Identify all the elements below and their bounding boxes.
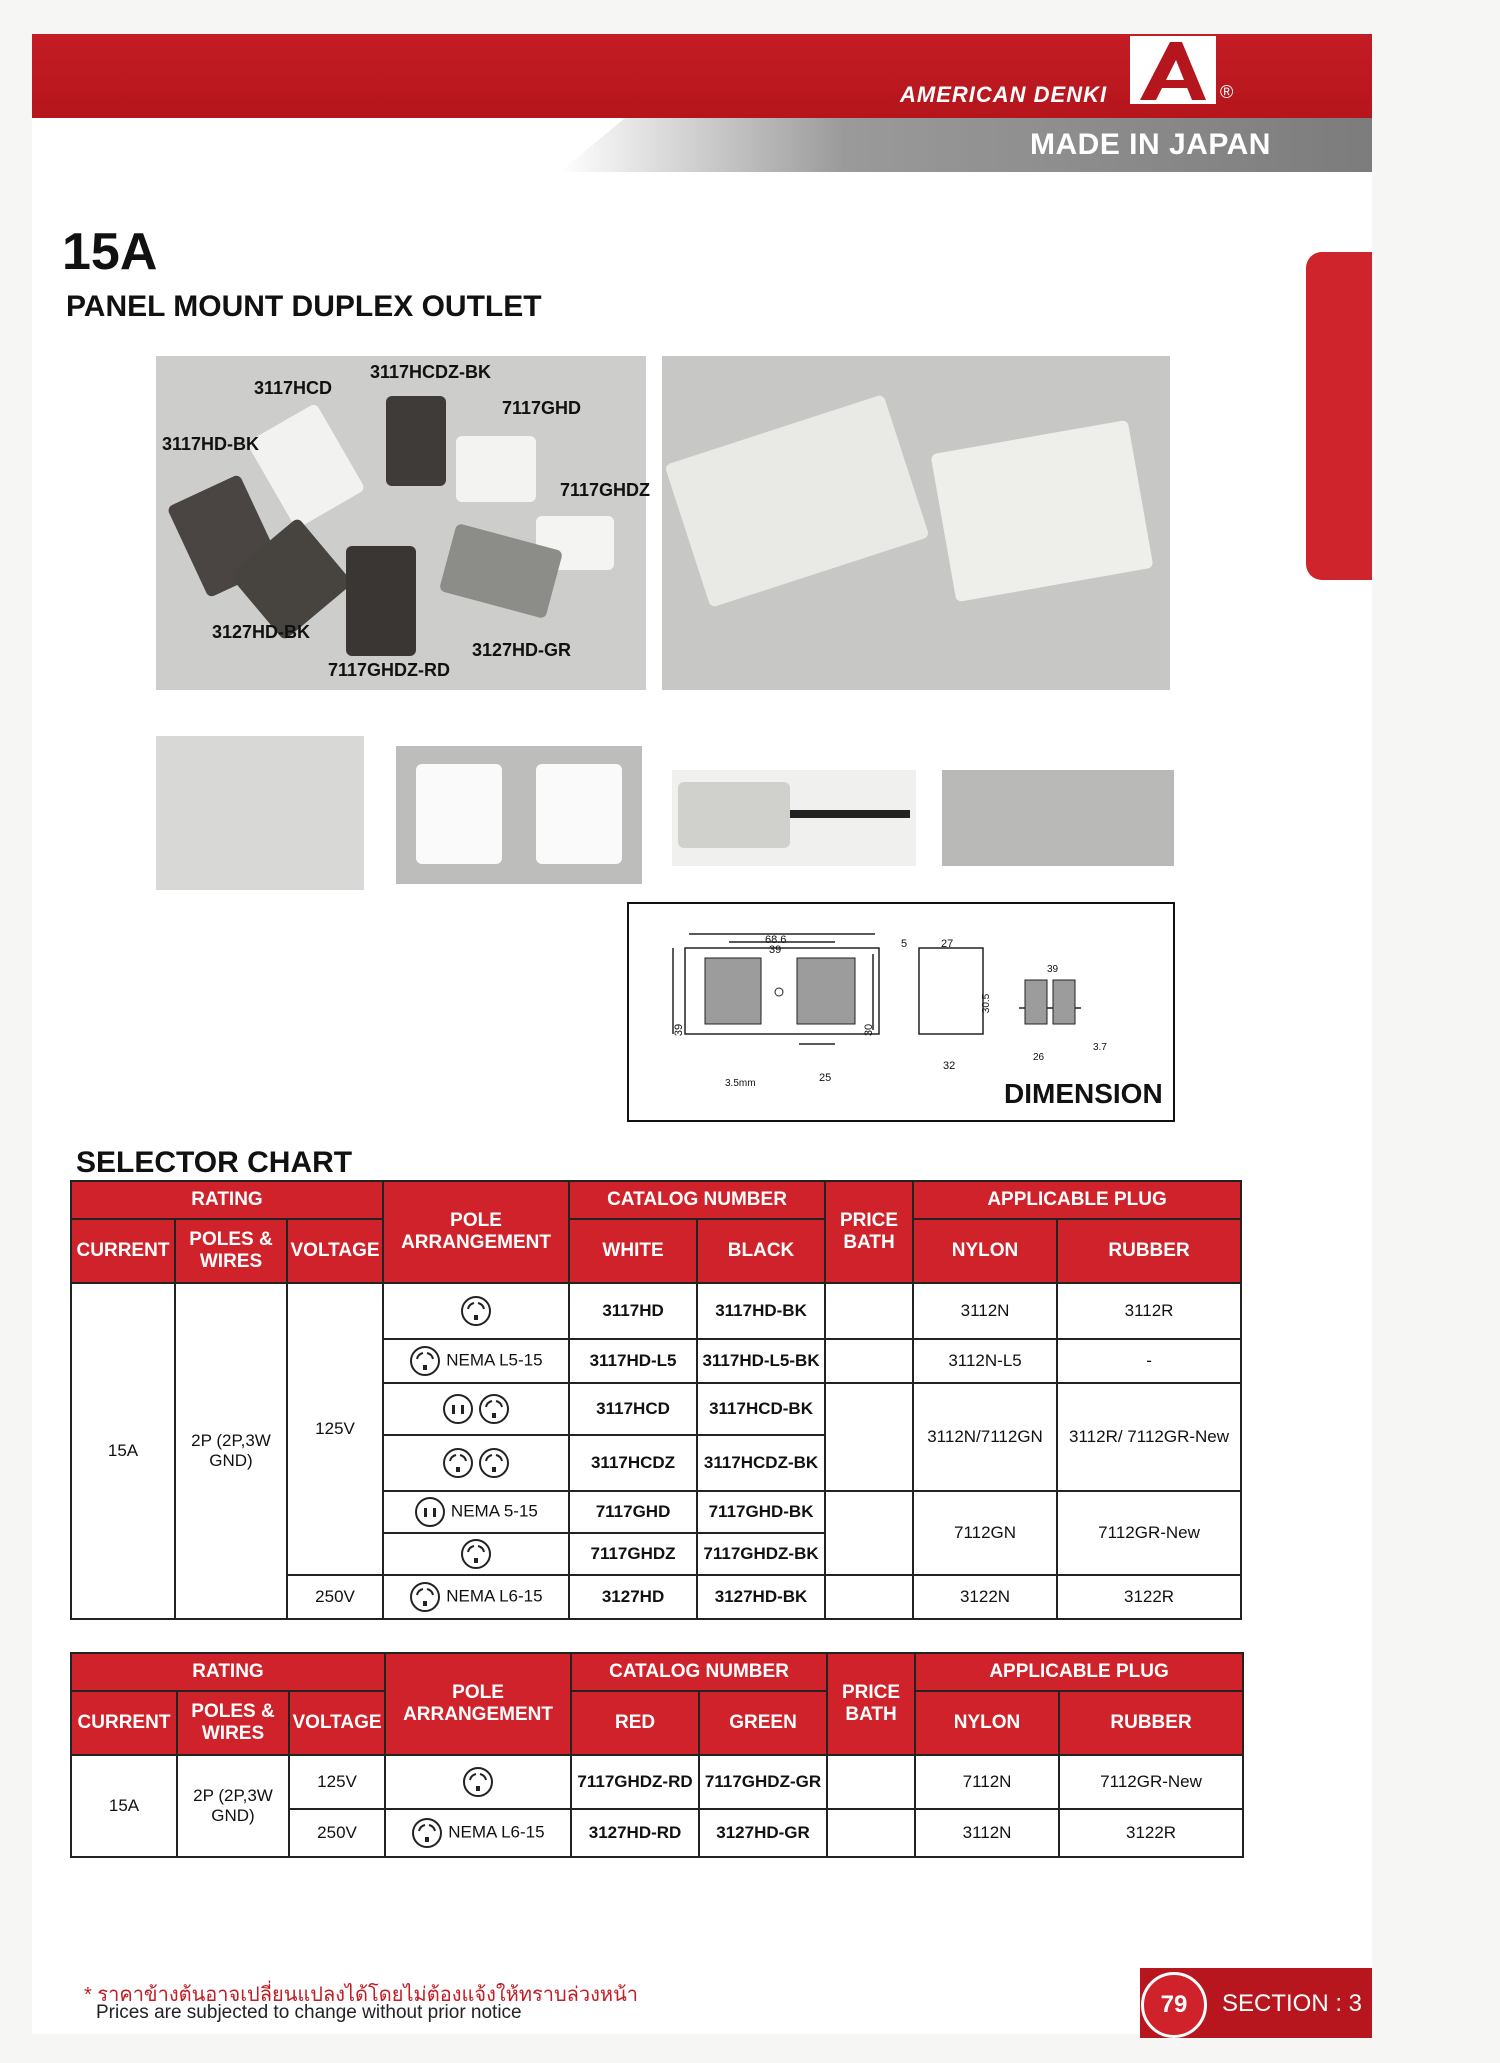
white-cell: 3117HCD (569, 1383, 697, 1435)
black-cell: 7117GHD-BK (697, 1491, 825, 1533)
header-rubber: RUBBER (1059, 1691, 1243, 1755)
face-left-socket (416, 764, 502, 864)
parallel-receptacle-icon (442, 1393, 474, 1425)
locking-receptacle-icon (460, 1295, 492, 1327)
photo-label-3117hcd: 3117HCD (254, 378, 333, 398)
price-cell (827, 1809, 915, 1857)
red-cell: 7117GHDZ-RD (571, 1755, 699, 1809)
made-in-label: MADE IN JAPAN (1030, 128, 1271, 161)
cable-side-body (678, 782, 790, 848)
section-side-tab (1306, 252, 1372, 580)
dim-25: 25 (819, 1072, 832, 1084)
rear-terminal-photo (942, 770, 1174, 866)
locking-receptacle-icon (460, 1538, 492, 1570)
price-cell (827, 1755, 915, 1809)
section-label: SECTION : 3 (1222, 1990, 1363, 2017)
pole-text: NEMA L6-15 (446, 1586, 543, 1606)
black-cell: 3127HD-BK (697, 1575, 825, 1619)
header-current: CURRENT (71, 1691, 177, 1755)
pole-text: NEMA 5-15 (450, 1501, 538, 1521)
black-cell: 3117HD-L5-BK (697, 1339, 825, 1383)
current-cell: 15A (71, 1755, 177, 1857)
header-white: WHITE (569, 1219, 697, 1283)
dimension-diagram (629, 904, 1169, 1074)
header-pole-arrangement: POLE ARRANGEMENT (385, 1653, 571, 1755)
white-cell: 3117HD-L5 (569, 1339, 697, 1383)
nylon-cell: 3112N-L5 (913, 1339, 1057, 1383)
dim-39-right: 39 (1047, 964, 1059, 975)
panel-install-photo (156, 736, 364, 890)
header-applicable-plug: APPLICABLE PLUG (913, 1181, 1241, 1219)
outlet-3117hcdz-bk (386, 396, 446, 486)
nylon-cell: 3112N (915, 1809, 1059, 1857)
rubber-cell: 3112R/ 7112GR-New (1057, 1383, 1241, 1491)
page-subtitle: PANEL MOUNT DUPLEX OUTLET (66, 290, 542, 323)
dim-30-5: 30.5 (981, 993, 993, 1014)
photo-label-3117hd-bk: 3117HD-BK (162, 434, 260, 454)
outlet-7117ghd (456, 436, 536, 502)
page-rating-title: 15A (62, 223, 158, 281)
pole-cell (383, 1491, 569, 1533)
pole-cell (385, 1755, 571, 1809)
dim-39-top: 39 (769, 944, 782, 956)
outlet-3117hcd (246, 403, 365, 530)
selector-chart-title: SELECTOR CHART (76, 1146, 353, 1179)
dim-68-6: 68.6 (765, 934, 787, 946)
pole-cell (383, 1383, 569, 1435)
header-red: RED (571, 1691, 699, 1755)
pole-cell (383, 1435, 569, 1491)
nylon-cell: 3112N (913, 1283, 1057, 1339)
black-cell: 3117HCD-BK (697, 1383, 825, 1435)
voltage-cell: 125V (289, 1755, 385, 1809)
white-cell: 3127HD (569, 1575, 697, 1619)
nylon-cell: 7112GN (913, 1491, 1057, 1575)
pole-cell (383, 1575, 569, 1619)
white-cell: 7117GHD (569, 1491, 697, 1533)
header-black: BLACK (697, 1219, 825, 1283)
selector-table-1 (70, 1180, 1242, 1620)
header-catalog-number: CATALOG NUMBER (571, 1653, 827, 1691)
photo-label-3117hcdz-bk: 3117HCDZ-BK (370, 362, 492, 382)
header-poles-wires: POLES & WIRES (175, 1219, 287, 1283)
photo-label-7117ghd: 7117GHD (502, 398, 582, 418)
brand-name: AMERICAN DENKI (900, 82, 1108, 107)
poles-cell: 2P (2P,3W GND) (177, 1755, 289, 1857)
dim-5: 5 (901, 938, 908, 950)
rubber-cell: - (1057, 1339, 1241, 1383)
current-cell: 15A (71, 1283, 175, 1619)
header-rating: RATING (71, 1653, 385, 1691)
price-note-english: Prices are subjected to change without prior notice (96, 2002, 522, 2023)
dim-32: 32 (943, 1060, 956, 1072)
outlet-closeup-photo (662, 356, 1170, 690)
pole-cell (383, 1283, 569, 1339)
dim-30: 30 (863, 1023, 876, 1037)
header-green: GREEN (699, 1691, 827, 1755)
dim-26: 26 (1033, 1052, 1045, 1063)
header-pole-arrangement: POLE ARRANGEMENT (383, 1181, 569, 1283)
pole-cell (383, 1339, 569, 1383)
price-cell (825, 1383, 913, 1491)
header-current: CURRENT (71, 1219, 175, 1283)
selector-table-2 (70, 1652, 1244, 1858)
white-cell: 3117HD (569, 1283, 697, 1339)
locking-receptacle-icon (478, 1393, 510, 1425)
parallel-receptacle-icon (414, 1496, 446, 1528)
table-row (71, 1283, 1241, 1339)
locking-receptacle-icon (478, 1447, 510, 1479)
duplex-face-photo (396, 746, 642, 884)
header-price: PRICE BATH (825, 1181, 913, 1283)
nylon-cell: 3112N/7112GN (913, 1383, 1057, 1491)
pole-text: NEMA L6-15 (448, 1822, 545, 1842)
photo-label-3127hd-bk: 3127HD-BK (212, 622, 311, 642)
red-cell: 3127HD-RD (571, 1809, 699, 1857)
pole-cell (385, 1809, 571, 1857)
price-cell (825, 1491, 913, 1575)
page-number: 79 (1141, 1972, 1207, 2038)
locking-receptacle-icon (409, 1345, 441, 1377)
voltage-cell: 250V (289, 1809, 385, 1857)
poles-cell: 2P (2P,3W GND) (175, 1283, 287, 1619)
header-voltage: VOLTAGE (287, 1219, 383, 1283)
outlet-front-body (664, 394, 929, 608)
price-note-thai: * ราคาข้างต้นอาจเปลี่ยนแปลงได้โดยไม่ต้องแจ้งให้ทราบล่วงหน้า (84, 1984, 639, 2006)
black-cell: 7117GHDZ-BK (697, 1533, 825, 1575)
locking-receptacle-icon (462, 1766, 494, 1798)
header-poles-wires: POLES & WIRES (177, 1691, 289, 1755)
white-cell: 3117HCDZ (569, 1435, 697, 1491)
dim-3-5mm: 3.5mm (725, 1078, 756, 1089)
header-rubber: RUBBER (1057, 1219, 1241, 1283)
price-cell (825, 1339, 913, 1383)
dim-3-7: 3.7 (1093, 1042, 1107, 1053)
header-nylon: NYLON (915, 1691, 1059, 1755)
photo-label-7117ghdz-rd: 7117GHDZ-RD (328, 660, 451, 680)
header-nylon: NYLON (913, 1219, 1057, 1283)
brand-logo-icon (1130, 36, 1216, 104)
cable-side-photo (672, 770, 916, 866)
nylon-cell: 7112N (915, 1755, 1059, 1809)
voltage-250-cell: 250V (287, 1575, 383, 1619)
white-cell: 7117GHDZ (569, 1533, 697, 1575)
registered-mark: ® (1220, 82, 1234, 102)
price-note-thai-text: ราคาข้างต้นอาจเปลี่ยนแปลงได้โดยไม่ต้องแจ้งให้ทราบล่วงหน้า (97, 1984, 639, 2006)
black-cell: 3117HCDZ-BK (697, 1435, 825, 1491)
outlet-rear-body (930, 420, 1153, 602)
black-cell: 3117HD-BK (697, 1283, 825, 1339)
rubber-cell: 7112GR-New (1059, 1755, 1243, 1809)
dimension-title: DIMENSION (1004, 1078, 1163, 1109)
table-row (71, 1755, 1243, 1809)
header-rating: RATING (71, 1181, 383, 1219)
voltage-125-cell: 125V (287, 1283, 383, 1575)
face-right-socket (536, 764, 622, 864)
price-cell (825, 1283, 913, 1339)
locking-receptacle-icon (409, 1581, 441, 1613)
pole-cell (383, 1533, 569, 1575)
photo-label-3127hd-gr: 3127HD-GR (472, 640, 572, 660)
green-cell: 3127HD-GR (699, 1809, 827, 1857)
header-applicable-plug: APPLICABLE PLUG (915, 1653, 1243, 1691)
photo-label-7117ghdz: 7117GHDZ (560, 480, 651, 500)
header-voltage: VOLTAGE (289, 1691, 385, 1755)
locking-receptacle-icon (442, 1447, 474, 1479)
dim-27: 27 (941, 938, 954, 950)
locking-receptacle-icon (411, 1817, 443, 1849)
cable-wire (790, 810, 910, 818)
header-catalog-number: CATALOG NUMBER (569, 1181, 825, 1219)
green-cell: 7117GHDZ-GR (699, 1755, 827, 1809)
nylon-cell: 3122N (913, 1575, 1057, 1619)
pole-text: NEMA L5-15 (446, 1350, 543, 1370)
price-cell (825, 1575, 913, 1619)
rubber-cell: 3112R (1057, 1283, 1241, 1339)
rubber-cell: 7112GR-New (1057, 1491, 1241, 1575)
header-price: PRICE BATH (827, 1653, 915, 1755)
outlet-7117ghdz-rd (346, 546, 416, 656)
rubber-cell: 3122R (1057, 1575, 1241, 1619)
rubber-cell: 3122R (1059, 1809, 1243, 1857)
dim-39-left: 39 (673, 1023, 686, 1037)
